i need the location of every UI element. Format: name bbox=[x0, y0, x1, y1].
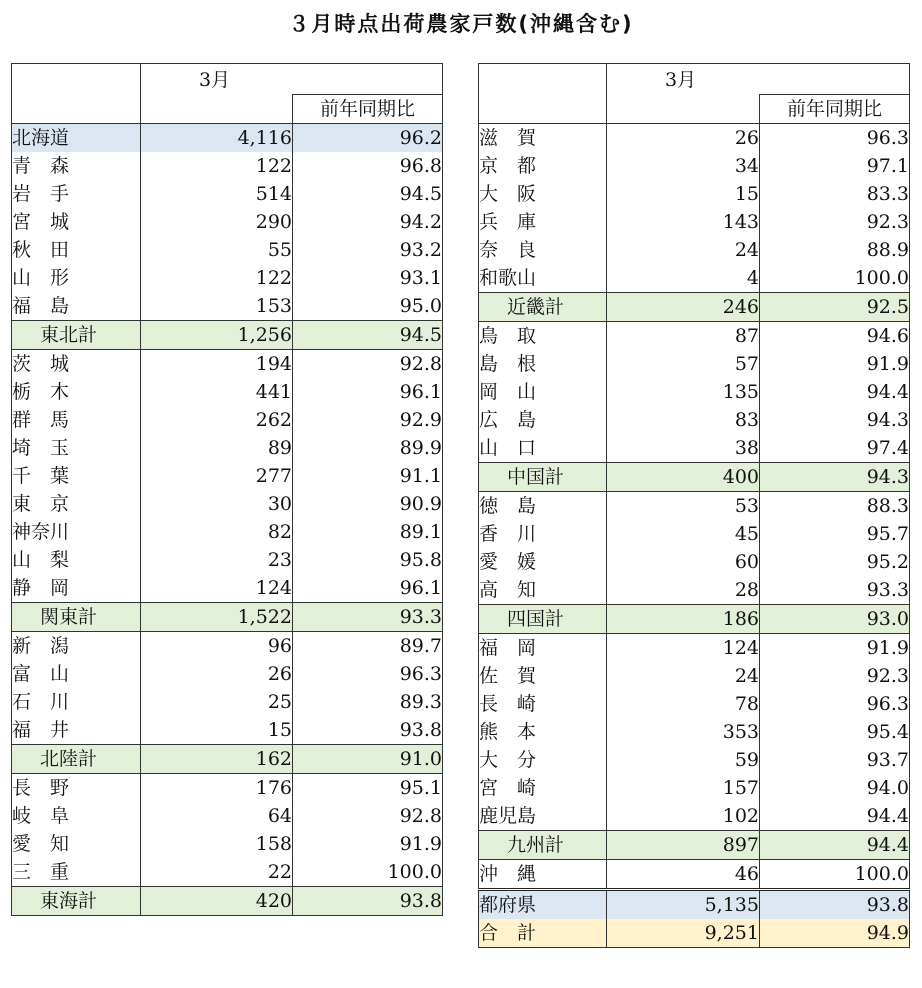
yoy-ratio: 91.0 bbox=[293, 745, 443, 774]
prefecture-name: 宮 崎 bbox=[479, 774, 607, 802]
prefecture-name: 三 重 bbox=[12, 858, 141, 887]
household-count: 514 bbox=[141, 180, 293, 208]
table-row bbox=[479, 774, 910, 802]
prefecture-name: 沖 縄 bbox=[479, 860, 607, 890]
table-row bbox=[479, 322, 910, 351]
table-row bbox=[12, 434, 443, 462]
household-count: 28 bbox=[607, 576, 760, 605]
left-table bbox=[11, 63, 443, 916]
yoy-ratio: 89.3 bbox=[293, 688, 443, 716]
yoy-ratio: 96.3 bbox=[760, 124, 910, 153]
prefecture-name: 東海計 bbox=[12, 887, 141, 916]
table-row bbox=[479, 434, 910, 463]
yoy-ratio: 93.8 bbox=[293, 716, 443, 745]
subtotal-row bbox=[479, 890, 910, 920]
yoy-ratio: 92.8 bbox=[293, 350, 443, 379]
prefecture-name: 神奈川 bbox=[12, 518, 141, 546]
prefecture-name: 香 川 bbox=[479, 520, 607, 548]
table-row bbox=[479, 634, 910, 663]
table-row bbox=[12, 490, 443, 518]
household-count: 176 bbox=[141, 774, 293, 803]
table-row bbox=[12, 462, 443, 490]
household-count: 5,135 bbox=[607, 890, 760, 920]
table-row bbox=[12, 180, 443, 208]
household-count: 277 bbox=[141, 462, 293, 490]
yoy-ratio: 92.5 bbox=[760, 293, 910, 322]
prefecture-name: 合 計 bbox=[479, 919, 607, 948]
yoy-ratio: 94.3 bbox=[760, 463, 910, 492]
prefecture-name: 佐 賀 bbox=[479, 662, 607, 690]
prefecture-name: 山 口 bbox=[479, 434, 607, 463]
prefecture-name: 愛 媛 bbox=[479, 548, 607, 576]
household-count: 55 bbox=[141, 236, 293, 264]
yoy-ratio: 97.1 bbox=[760, 152, 910, 180]
prefecture-name: 鳥 取 bbox=[479, 322, 607, 351]
prefecture-name: 和歌山 bbox=[479, 264, 607, 293]
household-count: 186 bbox=[607, 605, 760, 634]
prefecture-name: 福 島 bbox=[12, 292, 141, 321]
table-row bbox=[12, 632, 443, 661]
household-count: 59 bbox=[607, 746, 760, 774]
household-count: 4 bbox=[607, 264, 760, 293]
prefecture-name: 茨 城 bbox=[12, 350, 141, 379]
table-row bbox=[479, 378, 910, 406]
prefecture-name: 都府県 bbox=[479, 890, 607, 920]
header-spacer bbox=[141, 95, 293, 124]
yoy-ratio: 100.0 bbox=[293, 858, 443, 887]
household-count: 1,522 bbox=[141, 603, 293, 632]
table-row bbox=[479, 180, 910, 208]
household-count: 353 bbox=[607, 718, 760, 746]
yoy-ratio: 94.2 bbox=[293, 208, 443, 236]
yoy-ratio: 93.0 bbox=[760, 605, 910, 634]
household-count: 87 bbox=[607, 322, 760, 351]
table-row bbox=[479, 124, 910, 153]
household-count: 441 bbox=[141, 378, 293, 406]
household-count: 153 bbox=[141, 292, 293, 321]
subtotal-row bbox=[12, 124, 443, 153]
yoy-ratio: 91.9 bbox=[760, 634, 910, 663]
household-count: 24 bbox=[607, 662, 760, 690]
prefecture-name: 大 阪 bbox=[479, 180, 607, 208]
table-row bbox=[479, 208, 910, 236]
yoy-ratio: 94.9 bbox=[760, 919, 910, 948]
subtotal-row bbox=[12, 603, 443, 632]
table-row bbox=[12, 546, 443, 574]
household-count: 246 bbox=[607, 293, 760, 322]
prefecture-name: 新 潟 bbox=[12, 632, 141, 661]
yoy-ratio: 89.9 bbox=[293, 434, 443, 462]
table-row bbox=[12, 858, 443, 887]
household-count: 82 bbox=[141, 518, 293, 546]
page-title: ３月時点出荷農家戸数(沖縄含む) bbox=[288, 12, 634, 36]
household-count: 420 bbox=[141, 887, 293, 916]
table-row bbox=[12, 688, 443, 716]
prefecture-name: 滋 賀 bbox=[479, 124, 607, 153]
household-count: 53 bbox=[607, 492, 760, 521]
household-count: 34 bbox=[607, 152, 760, 180]
yoy-ratio: 91.1 bbox=[293, 462, 443, 490]
prefecture-name: 高 知 bbox=[479, 576, 607, 605]
yoy-ratio: 96.3 bbox=[293, 660, 443, 688]
household-count: 30 bbox=[141, 490, 293, 518]
prefecture-name: 山 形 bbox=[12, 264, 141, 292]
prefecture-name: 静 岡 bbox=[12, 574, 141, 603]
prefecture-name: 東 京 bbox=[12, 490, 141, 518]
yoy-ratio: 90.9 bbox=[293, 490, 443, 518]
table-row bbox=[12, 406, 443, 434]
yoy-ratio: 94.4 bbox=[760, 378, 910, 406]
yoy-ratio: 100.0 bbox=[760, 264, 910, 293]
table-row bbox=[12, 716, 443, 745]
header-month: 3月 bbox=[607, 64, 910, 95]
table-row bbox=[12, 830, 443, 858]
table-row bbox=[479, 520, 910, 548]
household-count: 122 bbox=[141, 264, 293, 292]
header-yoy: 前年同期比 bbox=[760, 95, 910, 124]
yoy-ratio: 93.1 bbox=[293, 264, 443, 292]
subtotal-row bbox=[479, 463, 910, 492]
table-row bbox=[12, 152, 443, 180]
table-row bbox=[12, 350, 443, 379]
prefecture-name: 広 島 bbox=[479, 406, 607, 434]
table-row bbox=[12, 660, 443, 688]
household-count: 122 bbox=[141, 152, 293, 180]
household-count: 78 bbox=[607, 690, 760, 718]
prefecture-name: 長 野 bbox=[12, 774, 141, 803]
yoy-ratio: 100.0 bbox=[760, 860, 910, 890]
prefecture-name: 北陸計 bbox=[12, 745, 141, 774]
table-row bbox=[479, 406, 910, 434]
yoy-ratio: 95.7 bbox=[760, 520, 910, 548]
prefecture-name: 中国計 bbox=[479, 463, 607, 492]
subtotal-row bbox=[479, 293, 910, 322]
household-count: 135 bbox=[607, 378, 760, 406]
household-count: 143 bbox=[607, 208, 760, 236]
prefecture-name: 兵 庫 bbox=[479, 208, 607, 236]
table-row bbox=[479, 718, 910, 746]
household-count: 24 bbox=[607, 236, 760, 264]
table-row bbox=[479, 492, 910, 521]
yoy-ratio: 94.5 bbox=[293, 180, 443, 208]
yoy-ratio: 97.4 bbox=[760, 434, 910, 463]
household-count: 1,256 bbox=[141, 321, 293, 350]
prefecture-name: 島 根 bbox=[479, 350, 607, 378]
yoy-ratio: 96.3 bbox=[760, 690, 910, 718]
household-count: 89 bbox=[141, 434, 293, 462]
prefecture-name: 東北計 bbox=[12, 321, 141, 350]
table-row bbox=[479, 236, 910, 264]
yoy-ratio: 93.7 bbox=[760, 746, 910, 774]
table-row bbox=[12, 236, 443, 264]
table-row bbox=[12, 292, 443, 321]
table-row bbox=[479, 576, 910, 605]
subtotal-row bbox=[479, 831, 910, 860]
yoy-ratio: 93.8 bbox=[293, 887, 443, 916]
prefecture-name: 鹿児島 bbox=[479, 802, 607, 831]
header-yoy: 前年同期比 bbox=[293, 95, 443, 124]
household-count: 22 bbox=[141, 858, 293, 887]
household-count: 38 bbox=[607, 434, 760, 463]
prefecture-name: 岐 阜 bbox=[12, 802, 141, 830]
table-row bbox=[12, 518, 443, 546]
header-spacer bbox=[607, 95, 760, 124]
header-blank bbox=[479, 64, 607, 124]
table-row bbox=[479, 746, 910, 774]
prefecture-name: 山 梨 bbox=[12, 546, 141, 574]
yoy-ratio: 89.7 bbox=[293, 632, 443, 661]
table-row bbox=[479, 860, 910, 890]
yoy-ratio: 89.1 bbox=[293, 518, 443, 546]
subtotal-row bbox=[479, 919, 910, 948]
prefecture-name: 九州計 bbox=[479, 831, 607, 860]
household-count: 4,116 bbox=[141, 124, 293, 153]
household-count: 64 bbox=[141, 802, 293, 830]
yoy-ratio: 94.4 bbox=[760, 831, 910, 860]
table-row bbox=[479, 152, 910, 180]
household-count: 157 bbox=[607, 774, 760, 802]
household-count: 15 bbox=[141, 716, 293, 745]
prefecture-name: 熊 本 bbox=[479, 718, 607, 746]
prefecture-name: 宮 城 bbox=[12, 208, 141, 236]
yoy-ratio: 93.3 bbox=[760, 576, 910, 605]
household-count: 158 bbox=[141, 830, 293, 858]
yoy-ratio: 95.4 bbox=[760, 718, 910, 746]
yoy-ratio: 88.3 bbox=[760, 492, 910, 521]
household-count: 83 bbox=[607, 406, 760, 434]
table-row bbox=[479, 548, 910, 576]
prefecture-name: 群 馬 bbox=[12, 406, 141, 434]
prefecture-name: 福 岡 bbox=[479, 634, 607, 663]
header-blank bbox=[12, 64, 141, 124]
household-count: 96 bbox=[141, 632, 293, 661]
table-row bbox=[479, 350, 910, 378]
household-count: 290 bbox=[141, 208, 293, 236]
household-count: 46 bbox=[607, 860, 760, 890]
header-month: 3月 bbox=[141, 64, 443, 95]
yoy-ratio: 94.3 bbox=[760, 406, 910, 434]
prefecture-name: 長 崎 bbox=[479, 690, 607, 718]
prefecture-name: 秋 田 bbox=[12, 236, 141, 264]
household-count: 162 bbox=[141, 745, 293, 774]
household-count: 124 bbox=[607, 634, 760, 663]
household-count: 23 bbox=[141, 546, 293, 574]
yoy-ratio: 95.2 bbox=[760, 548, 910, 576]
table-row bbox=[12, 378, 443, 406]
right-table bbox=[478, 63, 910, 948]
yoy-ratio: 91.9 bbox=[293, 830, 443, 858]
table-row bbox=[479, 690, 910, 718]
subtotal-row bbox=[12, 745, 443, 774]
yoy-ratio: 96.2 bbox=[293, 124, 443, 153]
prefecture-name: 栃 木 bbox=[12, 378, 141, 406]
prefecture-name: 北海道 bbox=[12, 124, 141, 153]
yoy-ratio: 92.3 bbox=[760, 208, 910, 236]
yoy-ratio: 93.3 bbox=[293, 603, 443, 632]
yoy-ratio: 95.0 bbox=[293, 292, 443, 321]
yoy-ratio: 83.3 bbox=[760, 180, 910, 208]
prefecture-name: 岩 手 bbox=[12, 180, 141, 208]
subtotal-row bbox=[12, 887, 443, 916]
yoy-ratio: 94.0 bbox=[760, 774, 910, 802]
yoy-ratio: 94.4 bbox=[760, 802, 910, 831]
yoy-ratio: 92.9 bbox=[293, 406, 443, 434]
prefecture-name: 京 都 bbox=[479, 152, 607, 180]
prefecture-name: 石 川 bbox=[12, 688, 141, 716]
household-count: 102 bbox=[607, 802, 760, 831]
prefecture-name: 徳 島 bbox=[479, 492, 607, 521]
prefecture-name: 奈 良 bbox=[479, 236, 607, 264]
table-row bbox=[479, 264, 910, 293]
household-count: 124 bbox=[141, 574, 293, 603]
yoy-ratio: 96.8 bbox=[293, 152, 443, 180]
prefecture-name: 埼 玉 bbox=[12, 434, 141, 462]
subtotal-row bbox=[479, 605, 910, 634]
yoy-ratio: 96.1 bbox=[293, 574, 443, 603]
household-count: 26 bbox=[607, 124, 760, 153]
household-count: 194 bbox=[141, 350, 293, 379]
table-row bbox=[12, 802, 443, 830]
household-count: 262 bbox=[141, 406, 293, 434]
prefecture-name: 四国計 bbox=[479, 605, 607, 634]
yoy-ratio: 91.9 bbox=[760, 350, 910, 378]
prefecture-name: 青 森 bbox=[12, 152, 141, 180]
prefecture-name: 富 山 bbox=[12, 660, 141, 688]
household-count: 15 bbox=[607, 180, 760, 208]
household-count: 26 bbox=[141, 660, 293, 688]
prefecture-name: 福 井 bbox=[12, 716, 141, 745]
yoy-ratio: 93.2 bbox=[293, 236, 443, 264]
yoy-ratio: 93.8 bbox=[760, 890, 910, 920]
subtotal-row bbox=[12, 321, 443, 350]
table-row bbox=[12, 574, 443, 603]
yoy-ratio: 92.8 bbox=[293, 802, 443, 830]
household-count: 57 bbox=[607, 350, 760, 378]
yoy-ratio: 96.1 bbox=[293, 378, 443, 406]
yoy-ratio: 94.5 bbox=[293, 321, 443, 350]
table-row bbox=[12, 264, 443, 292]
household-count: 60 bbox=[607, 548, 760, 576]
yoy-ratio: 92.3 bbox=[760, 662, 910, 690]
prefecture-name: 千 葉 bbox=[12, 462, 141, 490]
household-count: 9,251 bbox=[607, 919, 760, 948]
yoy-ratio: 88.9 bbox=[760, 236, 910, 264]
prefecture-name: 大 分 bbox=[479, 746, 607, 774]
household-count: 400 bbox=[607, 463, 760, 492]
prefecture-name: 近畿計 bbox=[479, 293, 607, 322]
household-count: 897 bbox=[607, 831, 760, 860]
household-count: 25 bbox=[141, 688, 293, 716]
table-row bbox=[12, 774, 443, 803]
table-row bbox=[12, 208, 443, 236]
table-row bbox=[479, 802, 910, 831]
table-row bbox=[479, 662, 910, 690]
prefecture-name: 岡 山 bbox=[479, 378, 607, 406]
yoy-ratio: 94.6 bbox=[760, 322, 910, 351]
prefecture-name: 愛 知 bbox=[12, 830, 141, 858]
yoy-ratio: 95.1 bbox=[293, 774, 443, 803]
household-count: 45 bbox=[607, 520, 760, 548]
yoy-ratio: 95.8 bbox=[293, 546, 443, 574]
prefecture-name: 関東計 bbox=[12, 603, 141, 632]
